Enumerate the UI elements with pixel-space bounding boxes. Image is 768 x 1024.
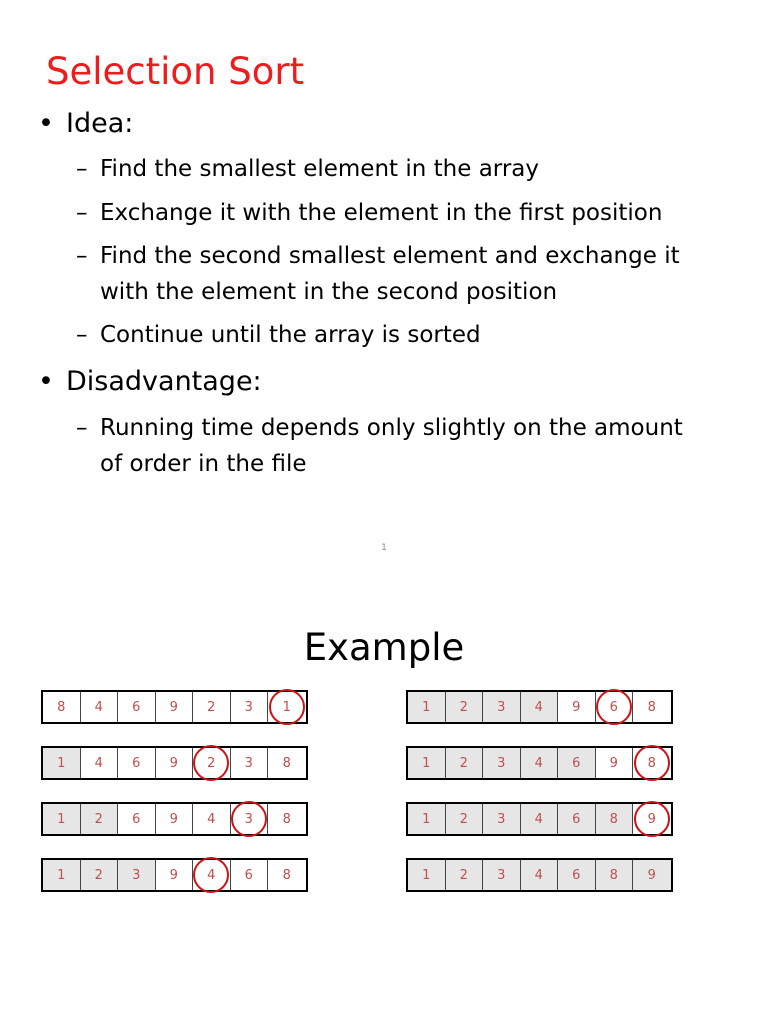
- array-cell-value: 4: [534, 811, 543, 827]
- array-cell-value: 1: [57, 811, 66, 827]
- array-cell: [43, 692, 81, 722]
- array-cell: [43, 804, 81, 834]
- array-cell: [521, 748, 559, 778]
- array-cell: [483, 804, 521, 834]
- array-row: [41, 690, 308, 724]
- array-cell: [156, 748, 194, 778]
- array-cell-value: 4: [94, 699, 103, 715]
- array-cell-value: 3: [244, 699, 253, 715]
- array-cell: [81, 804, 119, 834]
- array-cell-value: 3: [244, 811, 253, 827]
- array-cell-value: 9: [647, 811, 656, 827]
- array-cell-value: 8: [609, 811, 618, 827]
- array-cell: [268, 804, 306, 834]
- array-cell-value: 1: [422, 699, 431, 715]
- array-cell-value: 3: [497, 699, 506, 715]
- array-cell-value: 9: [647, 867, 656, 883]
- array-cell-value: 4: [207, 811, 216, 827]
- array-cell-value: 1: [57, 755, 66, 771]
- example-title: Example: [303, 626, 465, 669]
- array-cell-value: 4: [207, 867, 216, 883]
- array-cell: [558, 748, 596, 778]
- slide-title: Selection Sort: [46, 50, 305, 93]
- array-cell-value: 4: [534, 755, 543, 771]
- array-cell: [596, 748, 634, 778]
- sub-bullet-line: with the element in the second position: [100, 279, 558, 305]
- sub-bullet-text: Continue until the array is sorted: [100, 322, 481, 348]
- array-cell-value: 4: [94, 755, 103, 771]
- array-row: [41, 802, 308, 836]
- array-cell-value: 6: [132, 699, 141, 715]
- sub-bullet-text: Find the smallest element in the array: [100, 156, 540, 182]
- array-cell: [483, 748, 521, 778]
- array-cell-value: 2: [459, 811, 468, 827]
- array-cell: [81, 748, 119, 778]
- array-cell: [483, 860, 521, 890]
- sub-bullet-text: [100, 238, 680, 310]
- array-cell: [231, 748, 269, 778]
- sub-bullet-text: Exchange it with the element in the first position: [100, 200, 663, 226]
- array-cell: [81, 692, 119, 722]
- array-cell: [268, 860, 306, 890]
- array-cell-value: 6: [244, 867, 253, 883]
- array-cell-value: 1: [422, 755, 431, 771]
- array-cell: [118, 748, 156, 778]
- array-cell: [43, 860, 81, 890]
- sub-bullet: [76, 317, 726, 353]
- array-cell: [633, 860, 671, 890]
- array-cell: [446, 692, 484, 722]
- bullet-idea: [38, 107, 133, 141]
- array-cell: [193, 860, 231, 890]
- array-row: [41, 746, 308, 780]
- array-cell: [268, 748, 306, 778]
- array-cell-value: 4: [534, 699, 543, 715]
- array-cell: [633, 692, 671, 722]
- array-cell-value: 2: [207, 699, 216, 715]
- array-cell: [558, 860, 596, 890]
- sub-bullet-line: of order in the file: [100, 451, 307, 477]
- array-cell: [231, 860, 269, 890]
- array-cell-value: 3: [244, 755, 253, 771]
- sub-bullet-line: Find the second smallest element and exchange it: [100, 243, 680, 269]
- array-cell-value: 4: [534, 867, 543, 883]
- array-cell: [118, 692, 156, 722]
- array-cell-value: 6: [132, 811, 141, 827]
- array-cell-value: 8: [282, 755, 291, 771]
- array-cell-value: 6: [572, 867, 581, 883]
- array-cell: [408, 860, 446, 890]
- array-cell-value: 2: [207, 755, 216, 771]
- array-cell: [268, 692, 306, 722]
- array-row: [406, 690, 673, 724]
- array-row: [406, 802, 673, 836]
- array-cell-value: 6: [572, 811, 581, 827]
- array-cell-value: 2: [94, 811, 103, 827]
- sub-bullet-line: Running time depends only slightly on the amount: [100, 415, 683, 441]
- array-cell: [446, 748, 484, 778]
- array-cell: [231, 804, 269, 834]
- array-cell-value: 3: [132, 867, 141, 883]
- array-cell-value: 6: [572, 755, 581, 771]
- array-cell-value: 1: [422, 867, 431, 883]
- array-cell-value: 8: [647, 755, 656, 771]
- array-cell-value: 2: [459, 699, 468, 715]
- array-cell: [521, 692, 559, 722]
- bullet-label: Disadvantage:: [66, 366, 262, 397]
- sub-bullet: [76, 151, 726, 187]
- array-cell: [483, 692, 521, 722]
- array-cell: [193, 692, 231, 722]
- array-cell: [408, 692, 446, 722]
- array-cell: [118, 804, 156, 834]
- array-cell-value: 8: [647, 699, 656, 715]
- array-cell: [408, 748, 446, 778]
- array-cell-value: 8: [282, 811, 291, 827]
- array-cell-value: 9: [169, 811, 178, 827]
- array-cell: [558, 804, 596, 834]
- array-cell-value: 3: [497, 867, 506, 883]
- array-cell-value: 8: [57, 699, 66, 715]
- array-cell-value: 2: [459, 867, 468, 883]
- array-cell: [231, 692, 269, 722]
- array-cell: [596, 692, 634, 722]
- array-cell: [156, 860, 194, 890]
- array-row: [41, 858, 308, 892]
- array-cell: [193, 748, 231, 778]
- dash-glyph: –: [76, 415, 88, 441]
- array-cell: [408, 804, 446, 834]
- bullet-dot: •: [38, 108, 54, 139]
- array-cell-value: 1: [57, 867, 66, 883]
- array-cell: [43, 748, 81, 778]
- dash-glyph: –: [76, 322, 88, 348]
- array-cell: [596, 860, 634, 890]
- array-cell: [521, 804, 559, 834]
- array-cell: [118, 860, 156, 890]
- array-cell-value: 9: [572, 699, 581, 715]
- array-row: [406, 746, 673, 780]
- array-cell-value: 9: [169, 867, 178, 883]
- bullet-disadvantage: [38, 365, 262, 399]
- array-cell: [156, 804, 194, 834]
- array-cell-value: 9: [169, 699, 178, 715]
- sub-bullet: [76, 195, 726, 231]
- array-row: [406, 858, 673, 892]
- array-cell-value: 1: [422, 811, 431, 827]
- array-cell: [446, 804, 484, 834]
- sub-bullet: [76, 238, 726, 310]
- array-cell-value: 8: [609, 867, 618, 883]
- array-cell-value: 2: [459, 755, 468, 771]
- dash-glyph: –: [76, 243, 88, 269]
- array-cell-value: 3: [497, 811, 506, 827]
- array-cell: [558, 692, 596, 722]
- array-cell-value: 6: [609, 699, 618, 715]
- sub-bullet: [76, 410, 726, 482]
- array-cell-value: 3: [497, 755, 506, 771]
- array-cell-value: 6: [132, 755, 141, 771]
- array-cell: [633, 748, 671, 778]
- array-cell: [596, 804, 634, 834]
- array-cell-value: 9: [609, 755, 618, 771]
- sub-bullet-text: [100, 410, 683, 482]
- dash-glyph: –: [76, 156, 88, 182]
- bullet-dot: •: [38, 366, 54, 397]
- array-cell: [633, 804, 671, 834]
- array-cell: [521, 860, 559, 890]
- array-cell: [81, 860, 119, 890]
- array-cell-value: 8: [282, 867, 291, 883]
- array-cell-value: 2: [94, 867, 103, 883]
- array-cell-value: 1: [282, 699, 291, 715]
- array-cell-value: 9: [169, 755, 178, 771]
- page-number: 1: [381, 543, 387, 553]
- bullet-label: Idea:: [66, 108, 134, 139]
- array-cell: [156, 692, 194, 722]
- dash-glyph: –: [76, 200, 88, 226]
- array-cell: [446, 860, 484, 890]
- array-cell: [193, 804, 231, 834]
